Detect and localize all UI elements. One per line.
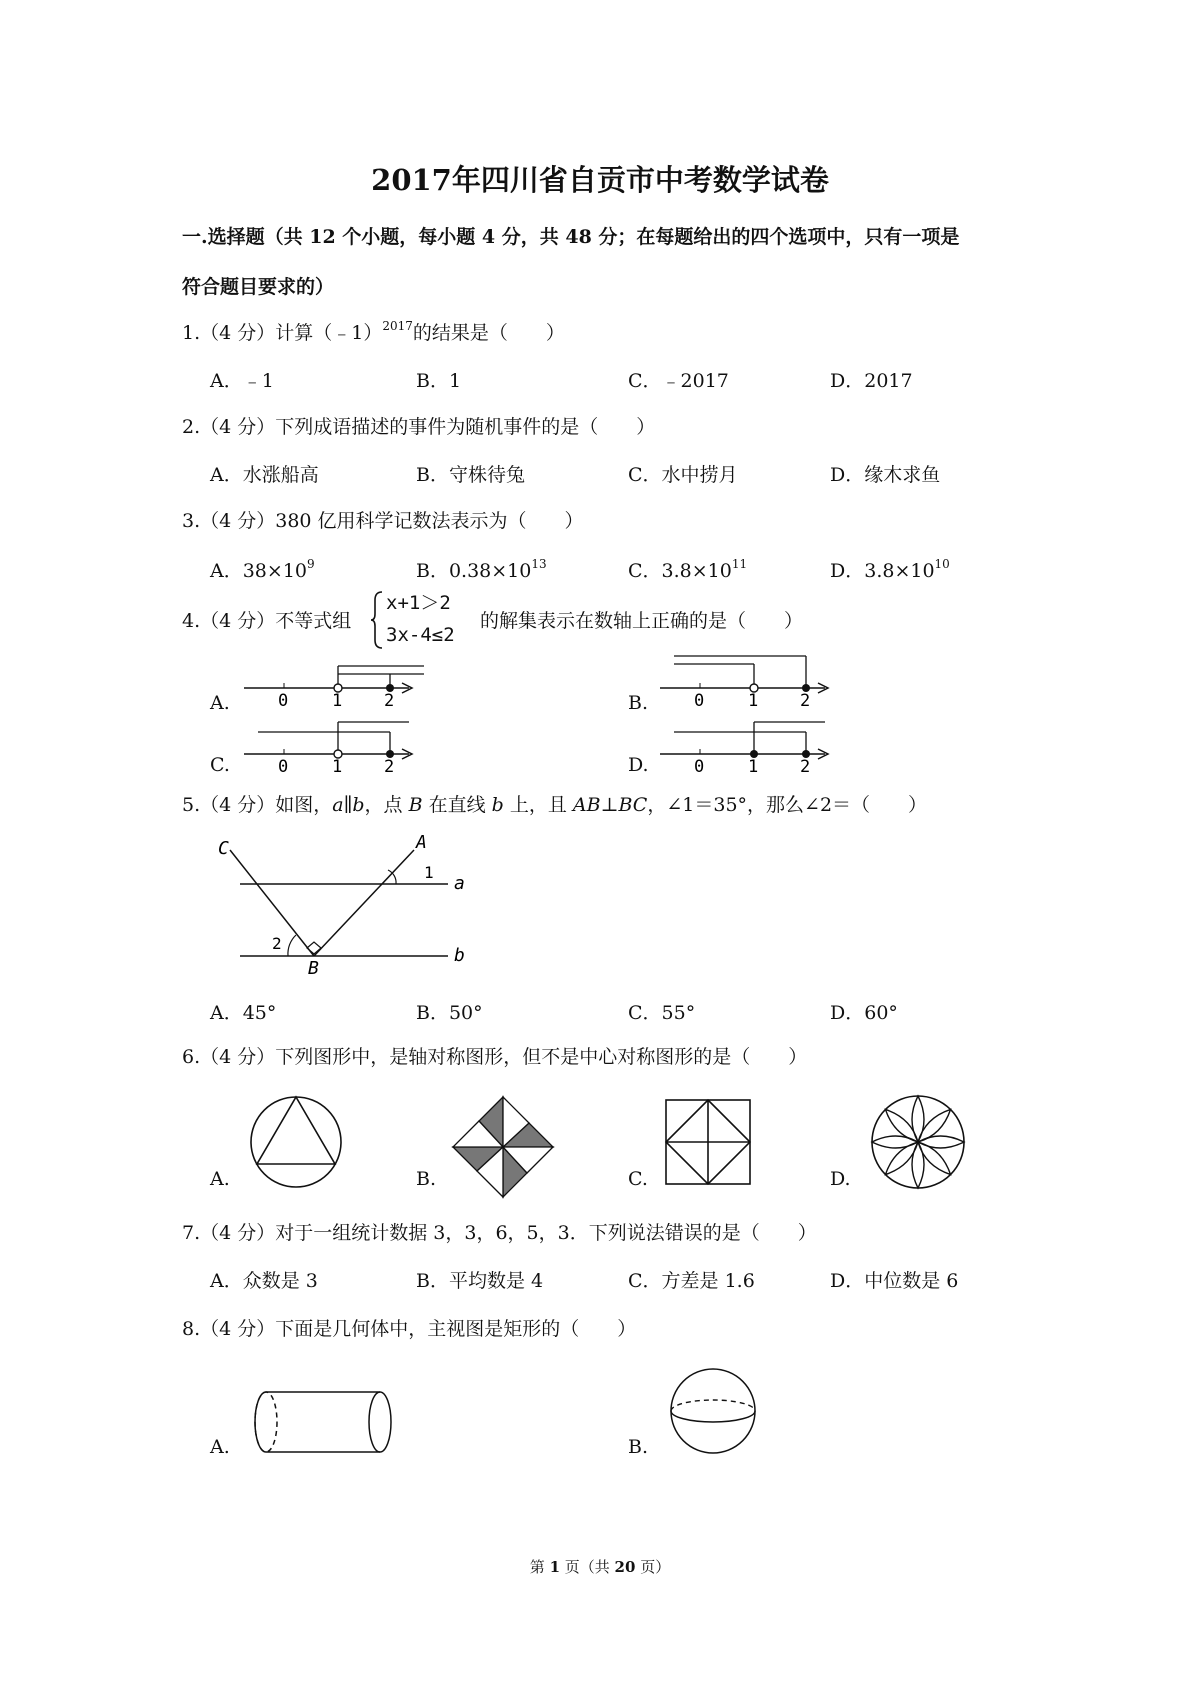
q7-option-c[interactable]: C．方差是 1.6 [628,1270,755,1292]
q3-option-b[interactable]: B．$0.38\times 10^{13}$ [416,557,547,582]
q5-label-line-b: b [454,945,465,966]
q5-label-b-point: B [308,958,319,979]
q8-option-a-label[interactable]: A. [210,1436,230,1458]
q6-option-d-figure[interactable] [868,1092,968,1192]
q1-option-c[interactable]: C．﹣2017 [628,370,729,392]
page-title: 2017年四川省自贡市中考数学试卷 [371,163,829,197]
q6-option-a-label[interactable]: A. [210,1168,230,1190]
section-heading-line1: 一.选择题（共 12 个小题，每小题 4 分，共 48 分；在每题给出的四个选项中，只有一项是 [182,226,960,248]
section-heading-line2: 符合题目要求的） [182,276,335,298]
q4d-tick-2: 2 [800,757,811,777]
q4a-tick-1: 1 [332,691,343,711]
q5-option-b[interactable]: B．50° [416,1002,483,1024]
q4b-tick-2: 2 [800,691,811,711]
system-brace [370,590,384,650]
q6-option-b-label[interactable]: B. [416,1168,437,1190]
q3-option-a[interactable]: A．$38\times 10^9$ [210,557,315,582]
q6-option-b-figure[interactable] [450,1094,556,1200]
system-line-2: 3x-4≤2 [386,624,455,646]
q2-option-d[interactable]: D．缘木求鱼 [830,464,941,486]
q5-label-angle-1: 1 [424,863,434,882]
q4-option-d-numberline[interactable] [660,716,840,777]
q2-option-a[interactable]: A．水涨船高 [210,464,319,486]
q7-option-d[interactable]: D．中位数是 6 [830,1270,959,1292]
q4-option-c-numberline[interactable] [244,716,424,777]
q1-option-a[interactable]: A．﹣1 [210,370,274,392]
q8-option-b-sphere[interactable] [668,1366,758,1456]
question-8-stem: 8.（4 分）下面是几何体中，主视图是矩形的（ ） [182,1318,637,1340]
q4-option-b-numberline[interactable] [660,648,840,711]
q3-option-d[interactable]: D．$3.8\times 10^{10}$ [830,557,950,582]
q5-label-c: C [218,838,229,859]
q1-option-b[interactable]: B．1 [416,370,462,392]
q4-option-d-label[interactable]: D. [628,754,649,776]
question-5-stem: 5.（4 分）如图，a∥b，点 B 在直线 b 上，且 AB⊥BC，∠1＝35°，那么∠2＝（ ） [182,794,928,816]
q8-option-b-label[interactable]: B. [628,1436,649,1458]
q4-option-b-label[interactable]: B. [628,692,649,714]
question-4-stem-post: 的解集表示在数轴上正确的是（ ） [480,610,804,632]
q6-option-d-label[interactable]: D. [830,1168,851,1190]
question-6-stem: 6.（4 分）下列图形中，是轴对称图形，但不是中心对称图形的是（ ） [182,1046,808,1068]
q4c-tick-1: 1 [332,757,343,777]
question-3-stem: 3.（4 分）380 亿用科学记数法表示为（ ） [182,510,584,532]
q4b-tick-0: 0 [694,691,705,711]
question-7-stem: 7.（4 分）对于一组统计数据 3，3，6，5，3．下列说法错误的是（ ） [182,1222,817,1244]
q5-option-c[interactable]: C．55° [628,1002,696,1024]
question-2-stem: 2.（4 分）下列成语描述的事件为随机事件的是（ ） [182,416,656,438]
q5-figure [210,832,470,979]
q3-option-c[interactable]: C．$3.8\times 10^{11}$ [628,557,748,582]
q6-option-a-figure[interactable] [248,1094,344,1190]
q6-option-c-label[interactable]: C. [628,1168,648,1190]
q4b-tick-1: 1 [748,691,759,711]
q2-option-c[interactable]: C．水中捞月 [628,464,738,486]
q6-option-c-figure[interactable] [664,1098,754,1188]
q2-option-b[interactable]: B．守株待兔 [416,464,525,486]
q5-option-d[interactable]: D．60° [830,1002,898,1024]
q4c-tick-2: 2 [384,757,395,777]
q5-option-a[interactable]: A．45° [210,1002,277,1024]
question-1-stem: 1.（4 分）计算（﹣1）$^{2017}$的结果是（ ） [182,319,565,344]
q8-option-a-cylinder[interactable] [252,1388,396,1458]
q4d-tick-1: 1 [748,757,759,777]
page-footer: 第 1 页（共 20 页） [529,1558,671,1576]
q5-label-a-point: A [416,832,427,853]
q4d-tick-0: 0 [694,757,705,777]
q1-option-d[interactable]: D．2017 [830,370,913,392]
q5-label-line-a: a [454,873,465,894]
q4c-tick-0: 0 [278,757,289,777]
q7-option-a[interactable]: A．众数是 3 [210,1270,318,1292]
system-line-1: x+1＞2 [386,592,451,614]
q4-option-c-label[interactable]: C. [210,754,230,776]
q5-label-angle-2: 2 [272,934,282,953]
question-4-stem-pre: 4.（4 分）不等式组 [182,610,352,632]
q7-option-b[interactable]: B．平均数是 4 [416,1270,544,1292]
q4-option-a-label[interactable]: A. [210,692,230,714]
q4-option-a-numberline[interactable] [244,658,424,711]
q4a-tick-0: 0 [278,691,289,711]
q4a-tick-2: 2 [384,691,395,711]
